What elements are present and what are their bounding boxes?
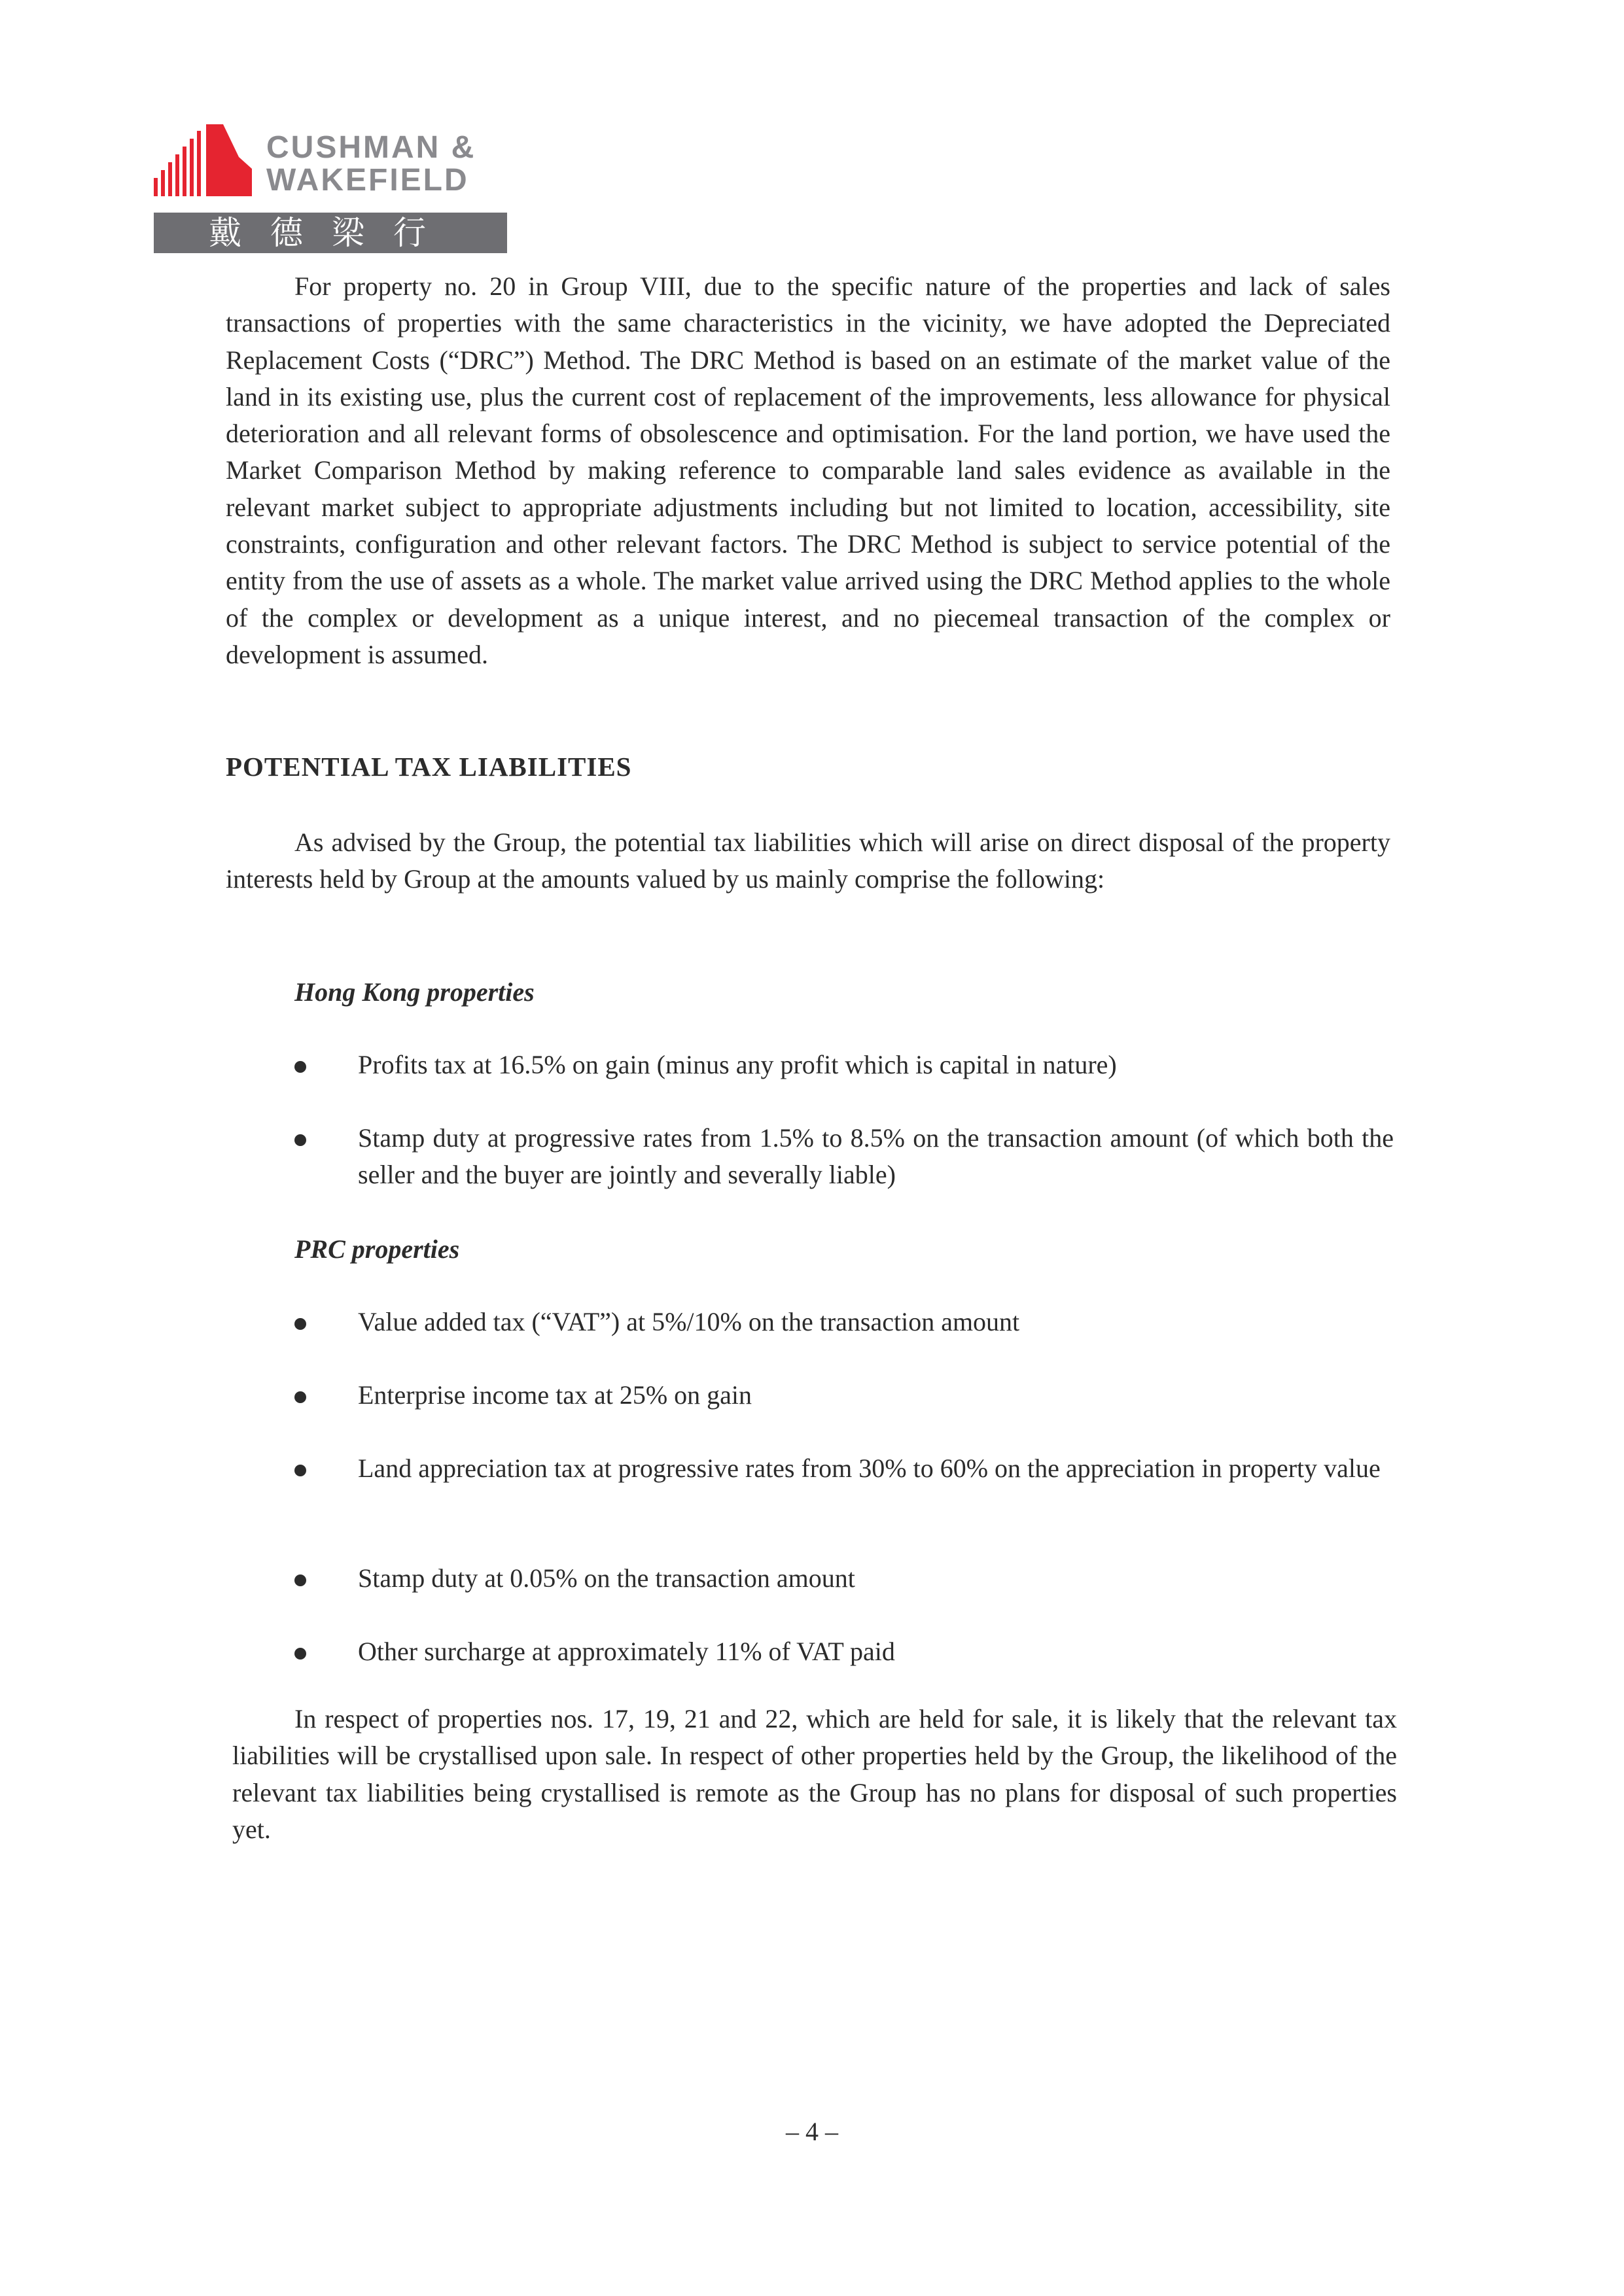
tax-intro-paragraph: As advised by the Group, the potential tax liabilities which will arise on direct disposal of the property interests held by Group at the amounts valued by us mainly comprise the following:	[226, 827, 1390, 894]
list-item	[294, 1120, 1394, 1194]
bullet-icon	[294, 1574, 306, 1586]
list-item	[294, 1633, 1394, 1670]
list-item	[294, 1377, 1394, 1414]
held-for-sale-paragraph: In respect of properties nos. 17, 19, 21 and 22, which are held for sale, it is likely that the relevant tax liabilities will be crystallised upon sale. In respect of other properties held by the Group, the likelihood of the relevant tax liabilities being crystallised is remote as the Group has no plans for disposal of such properties yet.	[232, 1704, 1397, 1844]
logo-line-2: WAKEFIELD	[266, 163, 469, 198]
document-body	[226, 268, 1397, 1844]
list-item	[294, 1304, 1394, 1340]
bullet-icon	[294, 1134, 306, 1146]
bullet-icon	[294, 1318, 306, 1330]
hk-properties-heading: Hong Kong properties	[294, 977, 535, 1007]
list-item-text: Stamp duty at 0.05% on the transaction amount	[358, 1563, 855, 1593]
list-item	[294, 1560, 1394, 1597]
list-item-text: Other surcharge at approximately 11% of VAT paid	[358, 1637, 895, 1666]
bullet-icon	[294, 1391, 306, 1403]
bullet-icon	[294, 1648, 306, 1660]
prc-properties-heading: PRC properties	[294, 1234, 460, 1264]
list-item-text: Value added tax (“VAT”) at 5%/10% on the transaction amount	[358, 1307, 1020, 1336]
bullet-icon	[294, 1061, 306, 1073]
logo-line-1: CUSHMAN &	[266, 130, 476, 165]
list-item-text: Profits tax at 16.5% on gain (minus any profit which is capital in nature)	[358, 1050, 1117, 1079]
company-logo	[154, 124, 507, 255]
building-bars-icon	[154, 124, 265, 196]
list-item-text: Stamp duty at progressive rates from 1.5% to 8.5% on the transaction amount (of which both the seller and the buyer are jointly and severally liable)	[358, 1123, 1394, 1190]
list-item	[294, 1450, 1394, 1487]
list-item	[294, 1047, 1394, 1083]
bullet-icon	[294, 1465, 306, 1476]
logo-chinese-name: 戴德梁行	[154, 213, 507, 253]
section-heading: POTENTIAL TAX LIABILITIES	[226, 752, 632, 782]
logo-wordmark	[266, 132, 476, 198]
page-number: – 4 –	[786, 2117, 838, 2146]
list-item-text: Land appreciation tax at progressive rates from 30% to 60% on the appreciation in property value	[358, 1453, 1381, 1483]
drc-method-paragraph: For property no. 20 in Group VIII, due to the specific nature of the properties and lack of sales transactions of properties with the same characteristics in the vicinity, we have adopted the Depreciated Replacement Costs (“DRC”) Method. The DRC Method is based on an estimate of the market value of the land in its existing use, plus the current cost of replacement of the improvements, less allowance for physical deterioration and all relevant forms of obsolescence and optimisation. For the land portion, we have used the Market Comparison Method by making reference to comparable land sales evidence as available in the relevant market subject to appropriate adjustments including but not limited to location, accessibility, site constraints, configuration and other relevant factors. The DRC Method is subject to service potential of the entity from the use of assets as a whole. The market value arrived using the DRC Method applies to the whole of the complex or development as a unique interest, and no piecemeal transaction of the complex or development is assumed.	[226, 271, 1390, 669]
list-item-text: Enterprise income tax at 25% on gain	[358, 1380, 752, 1410]
